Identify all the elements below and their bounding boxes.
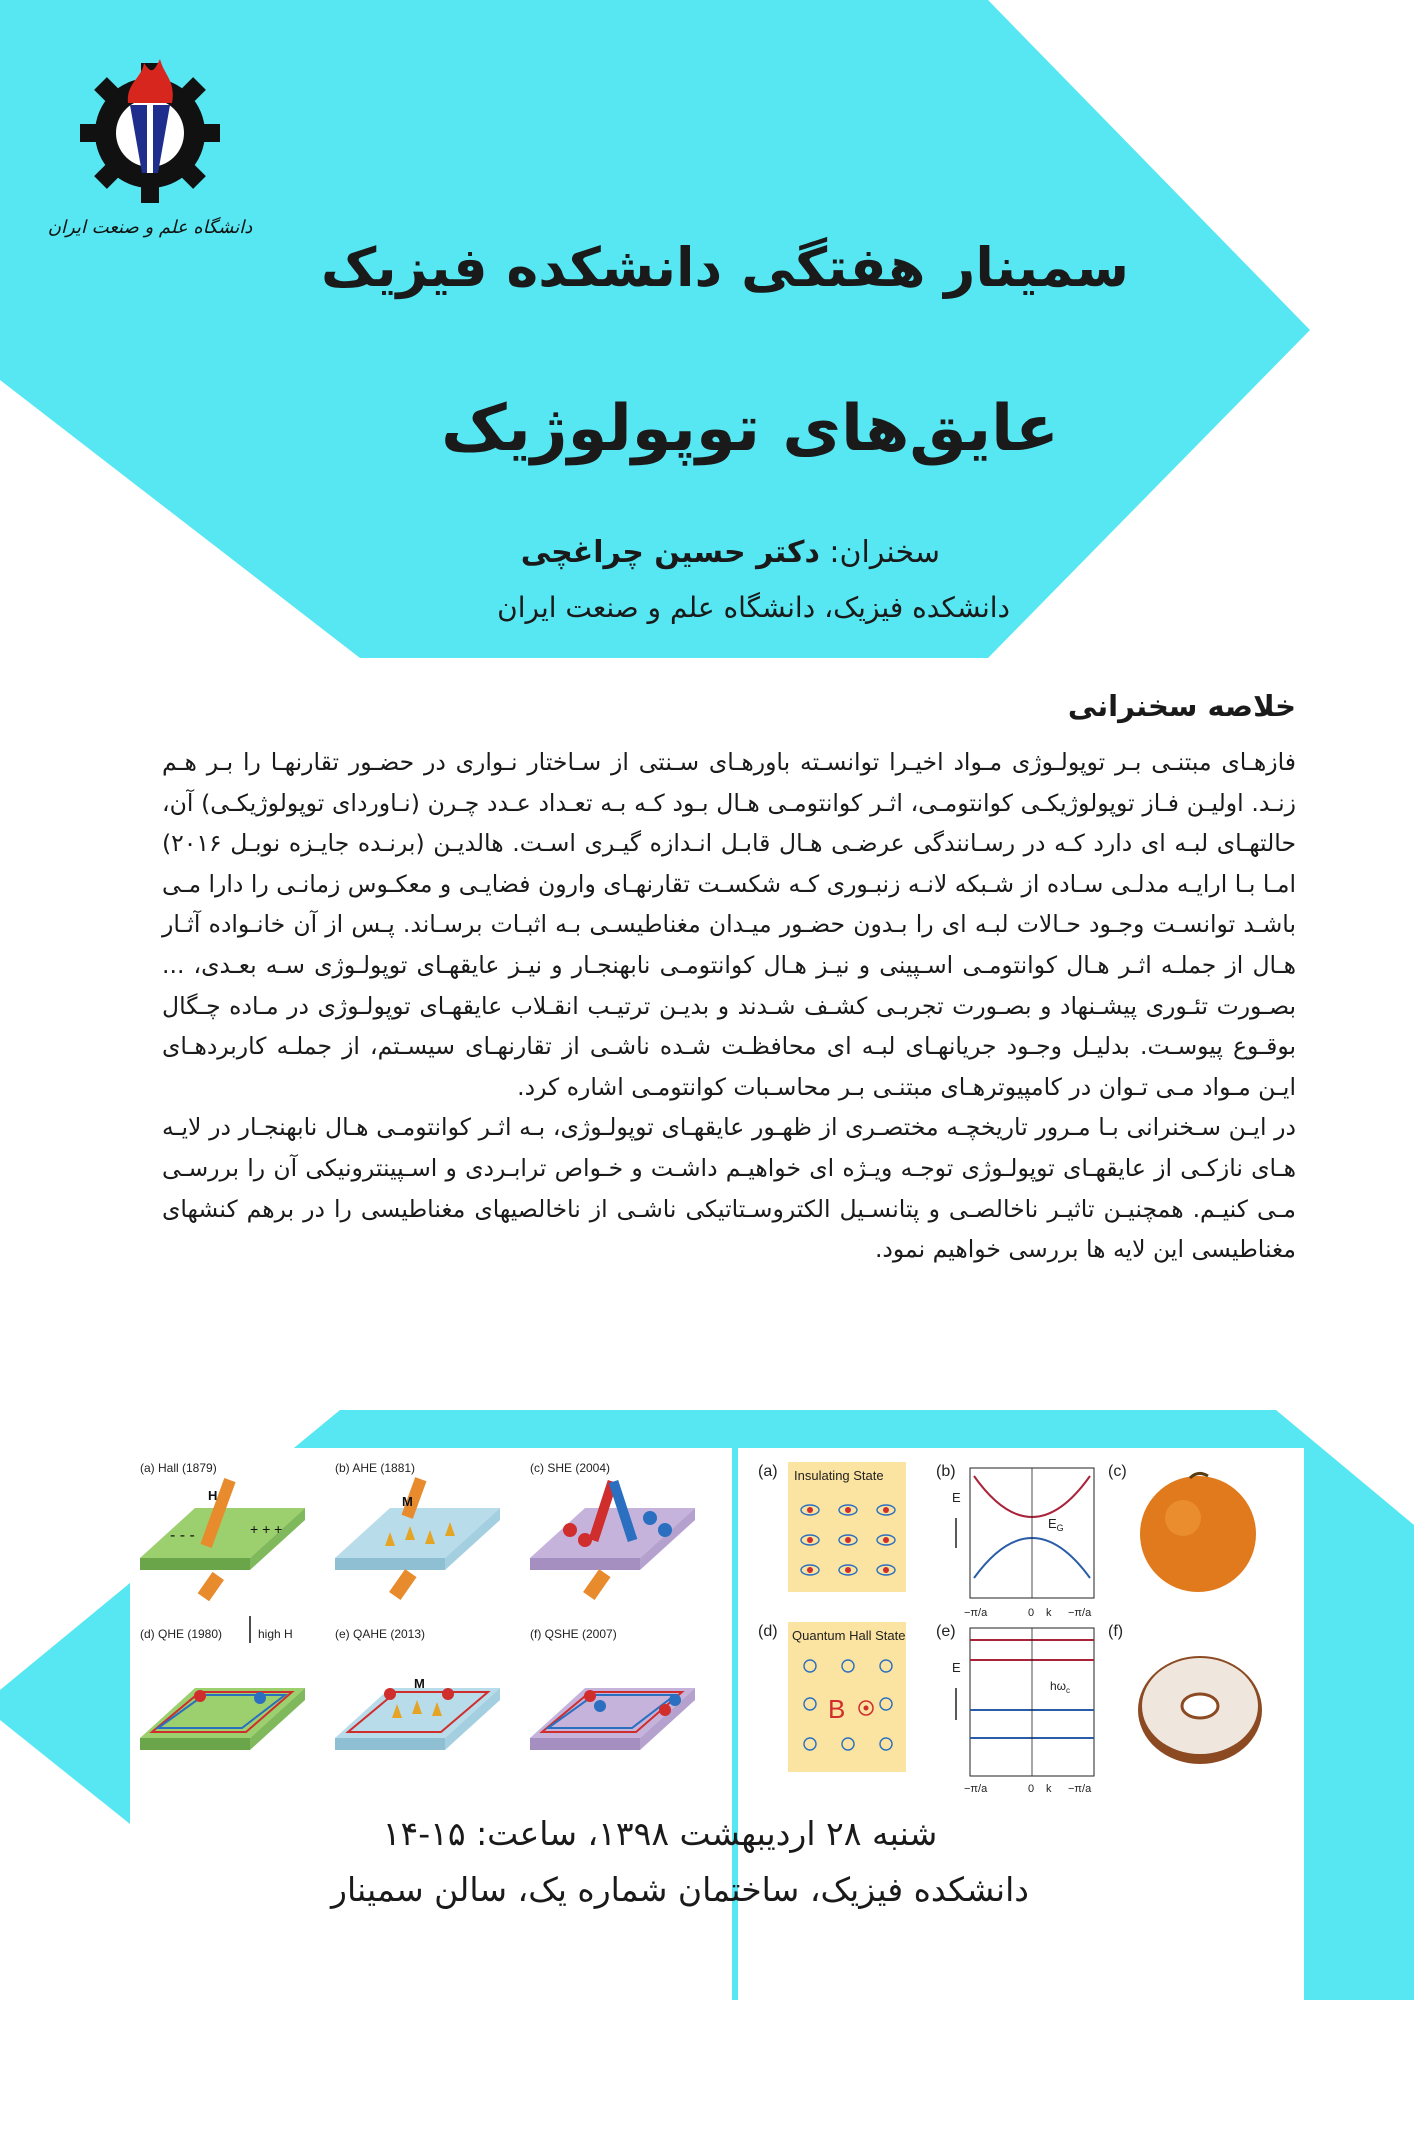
svg-text:(d) QHE (1980): (d) QHE (1980) xyxy=(140,1627,223,1641)
svg-text:(f): (f) xyxy=(1108,1623,1124,1640)
svg-text:Insulating State: Insulating State xyxy=(794,1468,884,1483)
logo-caption: دانشگاه علم و صنعت ایران xyxy=(47,217,253,238)
panel-ahe xyxy=(335,1461,500,1600)
abstract-paragraph: فازهـای مبتنـی بـر توپولـوژی مـواد اخیـرا توانسـته باورهـای سـنتی از سـاختار نـواری در حضـور تقارنهـا را بـر هـم زنـد. اولیـن فـاز توپولوژیکـی کوانتومـی، اثـر کوانتومـی هـال بـود کـه بـه تعـداد عـدد چـرن (نـاوردای توپولوژیکـی) آن، حالتهـای لبـه ای دارد کـه در رسـانندگی عرضـی هـال قابـل انـدازه گیـری اسـت. هالدیـن (برنـده جایـزه نوبـل ۲۰۱۶) امـا بـا ارایـه مدلـی سـاده از شـبکه لانـه زنبـوری کـه شکسـت تقارنهـای وارون فضایـی و معکـوس زمانـی را دارا مـی باشـد توانسـت وجـود حـالات لبـه ای را بـدون حضـور میـدان مغناطیسـی بـه اثبـات برسـاند. پـس از آن خانـواده آثـار هـال از جملـه اثـر هـال کوانتومـی اسـپینی و نیـز هـال کوانتومـی نابهنجـار و نیـز عایقهـای توپولـوژی سـه بعـدی، ... بصـورت تئـوری پیشـنهاد و بصـورت تجربـی کشـف شـدند و بدیـن ترتیـب انقـلاب عایقهـای توپولـوژی در مـاده چـگال بوقـوع پیوسـت. بدلیـل وجـود جریانهـای لبـه ای محافظـت شـده ناشـی از تقارنهـای سیسـتم، از جملـه کاربردهـای ایـن مـواد مـی تـوان در کامپیوترهـای مبتنـی بـر محاسـبات کوانتومـی اشاره کرد. xyxy=(162,748,1296,1101)
svg-text:−π/a: −π/a xyxy=(964,1607,988,1619)
svg-text:(a): (a) xyxy=(758,1463,778,1480)
panel-hall xyxy=(140,1461,305,1601)
panel-qshe xyxy=(530,1627,695,1750)
svg-text:−π/a: −π/a xyxy=(964,1783,988,1795)
gear-torch-icon xyxy=(40,38,260,238)
svg-text:E: E xyxy=(952,1660,961,1675)
event-venue: دانشکده فیزیک، ساختمان شماره یک، سالن سمینار xyxy=(331,1870,1029,1909)
insulator-comparison-figure xyxy=(738,1448,1304,2126)
svg-text:+ + +: + + + xyxy=(250,1521,283,1537)
svg-text:- - -: - - - xyxy=(170,1527,195,1544)
svg-text:B: B xyxy=(828,1694,846,1724)
svg-text:0: 0 xyxy=(1028,1783,1035,1795)
svg-text:hωc: $h\omega_c$ xyxy=(1050,1679,1071,1695)
svg-text:0: 0 xyxy=(1028,1607,1035,1619)
svg-text:M: M xyxy=(402,1494,413,1509)
event-date-time: شنبه ۲۸ اردیبهشت ۱۳۹۸، ساعت: ۱۵-۱۴ xyxy=(382,1814,938,1853)
svg-text:(d): (d) xyxy=(758,1623,778,1640)
svg-text:(f) QSHE (2007): (f) QSHE (2007) xyxy=(530,1627,617,1641)
svg-text:Quantum Hall State: Quantum Hall State xyxy=(792,1628,906,1643)
speaker-name: دکتر حسین چراغچی xyxy=(520,535,820,570)
donut-icon xyxy=(1138,1656,1262,1764)
svg-text:H: H xyxy=(208,1488,218,1503)
svg-text:(c): (c) xyxy=(1108,1463,1127,1480)
svg-text:−π/a: −π/a xyxy=(1068,1783,1092,1795)
abstract-body xyxy=(162,742,1296,1270)
svg-text:k: k xyxy=(1046,1783,1052,1795)
svg-text:(c) SHE (2004): (c) SHE (2004) xyxy=(530,1461,611,1475)
svg-text:EG: $E_G$ xyxy=(1048,1516,1064,1533)
affiliation: دانشکده فیزیک، دانشگاه علم و صنعت ایران xyxy=(497,591,1010,624)
abstract-heading: خلاصه سخنرانی xyxy=(1067,689,1296,723)
svg-text:(b) AHE (1881): (b) AHE (1881) xyxy=(335,1461,416,1475)
svg-text:k: k xyxy=(1046,1607,1052,1619)
svg-text:high H: high H xyxy=(258,1627,293,1641)
university-logo xyxy=(40,38,260,238)
speaker-line xyxy=(340,530,940,576)
hall-effects-figure xyxy=(130,1448,732,2126)
speaker-label: سخنران: xyxy=(829,535,940,570)
svg-text:−π/a: −π/a xyxy=(1068,1607,1092,1619)
seminar-title: سمینار هفتگی دانشکده فیزیک xyxy=(320,236,1130,299)
panel-qhe xyxy=(140,1616,305,1750)
abstract-paragraph: در ایـن سـخنرانی بـا مـرور تاریخچـه مختصـری از ظهـور عایقهـای توپولـوژی، بـه اثـر کوانتومـی هـال نابهنجـار در لایـه هـای نازکـی از عایقهـای توپولـوژی توجـه ویـژه ای خواهیـم داشـت و خـواص ترابـردی و اسـپینترونیکی آن را بررسـی مـی کنیـم. همچنیـن تاثیـر ناخالصـی و پتانسـیل الکتروسـتاتیکی ناشـی از ناخالصیهای مغناطیسی را در برهم کنشهای مغناطیسی این لایه ها بررسی خواهیم نمود. xyxy=(162,1113,1296,1264)
talk-title: عایق‌های توپولوژیک xyxy=(441,392,1059,466)
panel-qahe xyxy=(335,1627,500,1750)
orange-icon xyxy=(1140,1473,1256,1592)
svg-text:E: E xyxy=(952,1490,961,1505)
svg-text:(e) QAHE (2013): (e) QAHE (2013) xyxy=(335,1627,426,1641)
svg-text:(a) Hall (1879): (a) Hall (1879) xyxy=(140,1461,217,1475)
svg-text:M: M xyxy=(414,1676,425,1691)
svg-text:(e): (e) xyxy=(936,1623,956,1640)
panel-she xyxy=(530,1461,695,1600)
svg-text:(b): (b) xyxy=(936,1463,956,1480)
